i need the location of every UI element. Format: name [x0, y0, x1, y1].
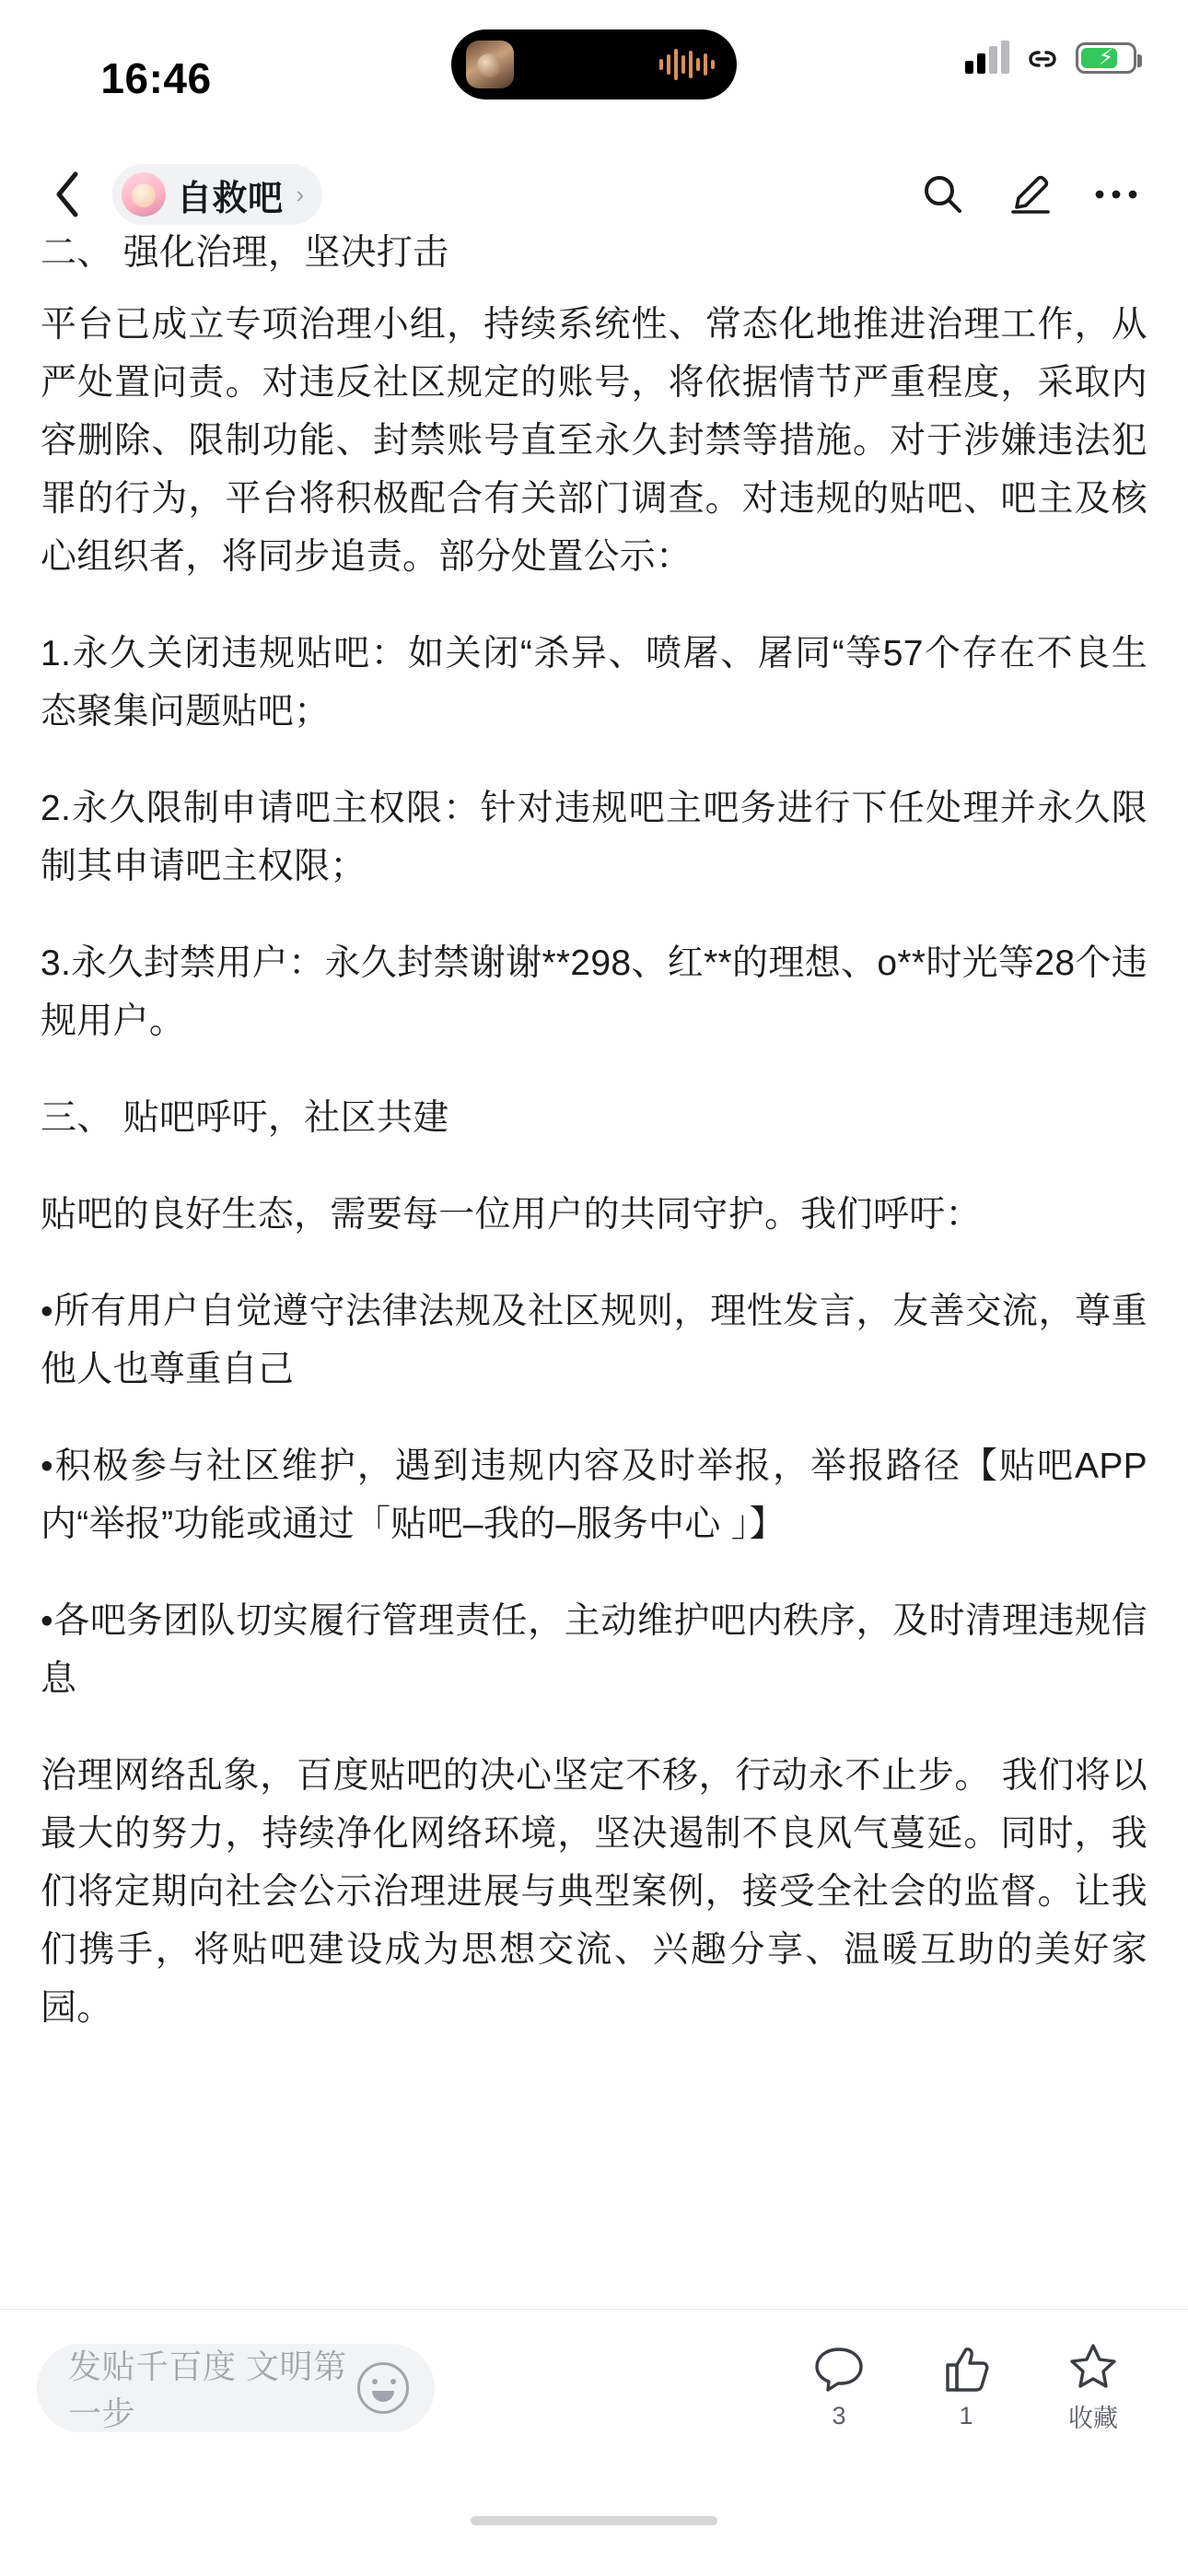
like-count: 1 [959, 2402, 973, 2430]
bottom-action-bar [0, 2309, 1188, 2465]
status-right-cluster [965, 42, 1136, 74]
link-icon [1024, 42, 1061, 74]
post-paragraph: 贴吧的良好生态，需要每一位用户的共同守护。我们呼吁： [41, 1195, 982, 1235]
chevron-right-icon: › [296, 180, 305, 208]
search-button[interactable] [910, 161, 976, 228]
compose-icon [1007, 172, 1052, 217]
post-paragraph: 平台已成立专项治理小组，持续系统性、常态化地推进治理工作，从严处置问责。对违反社区规定的账号，将依据情节严重程度，采取内容删除、限制功能、封禁账号直至永久封禁等措施。对于涉嫌违法犯罪的行为，平台将积极配合有关部门调查。对违规的贴吧、吧主及核心组织者，将同步追责。部分处置公示： [41, 305, 1147, 577]
post-section-heading: 三、 贴吧呼吁，社区共建 [41, 1098, 449, 1138]
reply-input-box[interactable] [37, 2344, 435, 2432]
battery-charging-icon: ⚡ [1076, 42, 1136, 74]
like-action[interactable] [903, 2345, 1030, 2430]
favorite-label: 收藏 [1068, 2405, 1118, 2432]
avatar [122, 172, 166, 217]
post-heading-clipped: 二、 强化治理，坚决打击 [41, 233, 449, 273]
search-icon [921, 172, 965, 217]
post-paragraph: 3.永久封禁用户：永久封禁谢谢**298、红**的理想、o**时光等28个违规用户。 [41, 943, 1147, 1041]
audio-waveform-icon [659, 46, 715, 83]
more-options-button[interactable] [1083, 161, 1149, 228]
compose-button[interactable] [996, 161, 1063, 228]
comment-icon [813, 2345, 865, 2395]
status-time: 16:46 [100, 53, 212, 102]
more-options-icon [1094, 188, 1138, 201]
post-paragraph: 治理网络乱象，百度贴吧的决心坚定不移，行动永不止步。 我们将以最大的努力，持续净化网络环境，坚决遏制不良风气蔓延。同时，我们将定期向社会公示治理进展与典型案例，接受全社会的监督。让我们携手，将贴吧建设成为思想交流、兴趣分享、温暖互助的美好家园。 [41, 1756, 1147, 2028]
smiley-icon[interactable] [357, 2362, 409, 2414]
home-indicator[interactable] [471, 2516, 717, 2525]
home-indicator-area [0, 2465, 1188, 2576]
cellular-signal-icon [965, 42, 1009, 74]
page-title: 自救吧 [177, 179, 284, 218]
chevron-left-icon [53, 170, 81, 218]
comment-action[interactable] [775, 2345, 903, 2430]
post-paragraph: •所有用户自觉遵守法律法规及社区规则，理性发言，友善交流，尊重他人也尊重自己 [41, 1292, 1147, 1389]
back-button[interactable] [42, 170, 92, 219]
post-paragraph: •积极参与社区维护，遇到违规内容及时举报，举报路径【贴吧APP内“举报”功能或通过「贴吧–我的–服务中心 」】 [41, 1446, 1147, 1544]
bar-actions [775, 2341, 1157, 2434]
post-content[interactable] [0, 233, 1188, 2309]
dynamic-island[interactable] [451, 29, 737, 100]
post-paragraph: •各吧务团队切实履行管理责任，主动维护吧内秩序，及时清理违规信息 [41, 1601, 1147, 1699]
post-paragraph: 2.永久限制申请吧主权限：针对违规吧主吧务进行下任处理并永久限制其申请吧主权限； [41, 789, 1147, 886]
favorite-action[interactable] [1030, 2341, 1157, 2434]
star-icon [1067, 2341, 1119, 2391]
forum-title-chip[interactable] [112, 164, 322, 225]
status-bar [0, 0, 1188, 143]
post-paragraph: 1.永久关闭违规贴吧：如关闭“杀异、喷屠、屠同“等57个存在不良生态聚集问题贴吧； [41, 634, 1147, 732]
live-activity-avatar-icon [466, 41, 514, 88]
reply-placeholder: 发贴千百度 文明第一步 [68, 2347, 347, 2432]
like-icon [942, 2345, 990, 2395]
comment-count: 3 [832, 2402, 846, 2430]
